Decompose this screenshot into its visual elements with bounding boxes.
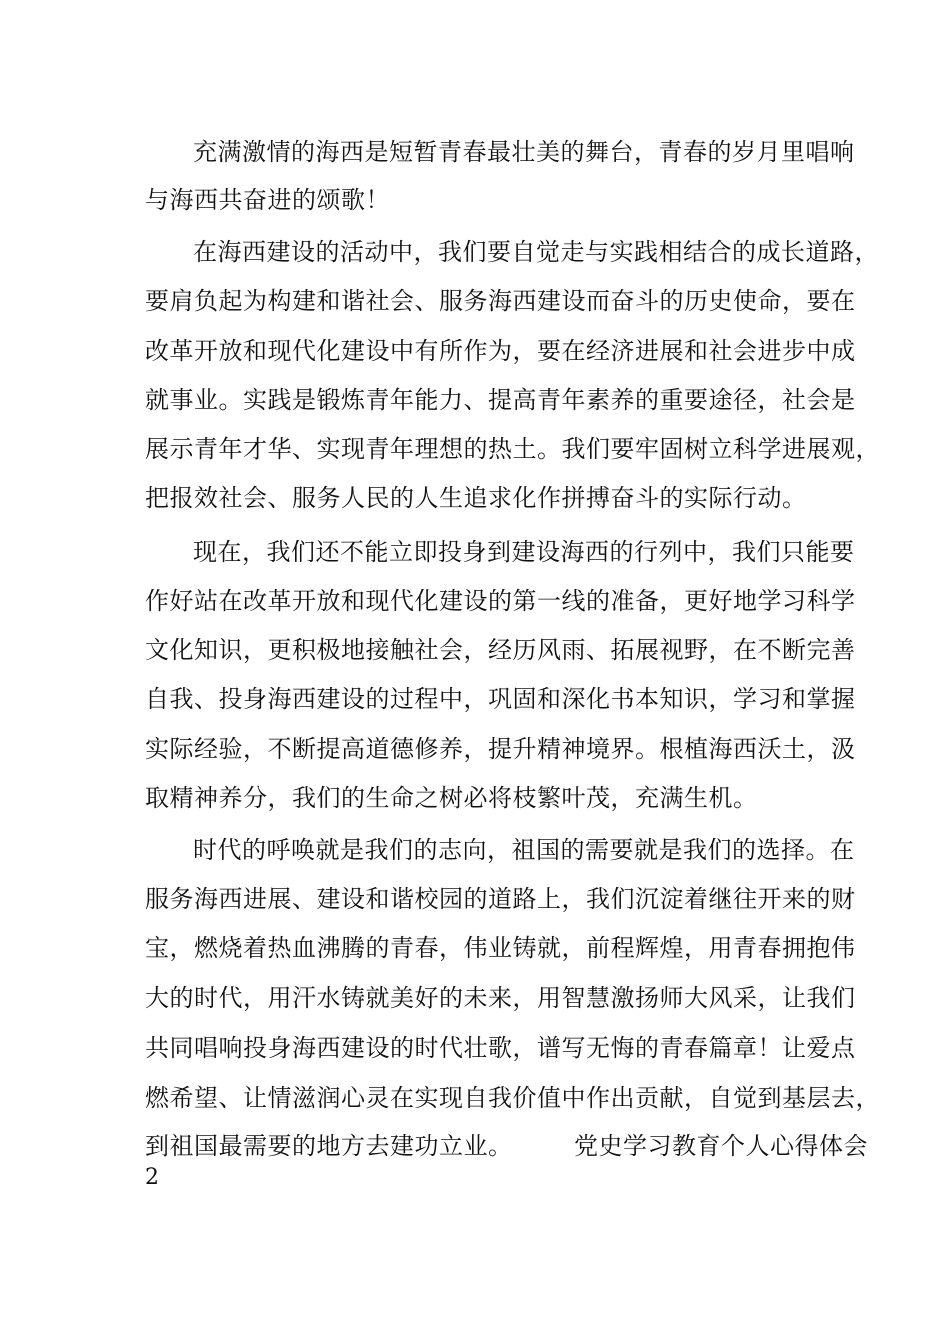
paragraph-3-line-3: 文化知识，更积极地接触社会，经历风雨、拓展视野，在不断完善: [145, 636, 856, 664]
paragraph-2-line-6: 把报效社会、服务人民的人生追求化作拼搏奋斗的实际行动。: [145, 484, 807, 512]
paragraph-4-line-3: 宝，燃烧着热血沸腾的青春，伟业铸就，前程辉煌，用青春拥抱伟: [145, 934, 856, 962]
paragraph-3-line-1: 现在，我们还不能立即投身到建设海西的行列中，我们只能要: [193, 538, 855, 566]
paragraph-3-line-6: 取精神养分，我们的生命之树必将枝繁叶茂，充满生机。: [145, 784, 758, 812]
paragraph-4-line-7: 到祖国最需要的地方去建功立业。 党史学习教育个人心得体会: [145, 1132, 868, 1160]
paragraph-2-line-2: 要肩负起为构建和谐社会、服务海西建设而奋斗的历史使命，要在: [145, 287, 856, 315]
paragraph-4-line-6: 燃希望、让情滋润心灵在实现自我价值中作出贡献，自觉到基层去，: [145, 1084, 880, 1112]
paragraph-1-line-2: 与海西共奋进的颂歌！: [145, 186, 390, 214]
paragraph-4-line-4: 大的时代，用汗水铸就美好的未来，用智慧激扬师大风采，让我们: [145, 984, 856, 1012]
paragraph-2-line-4: 就事业。实践是锻炼青年能力、提高青年素养的重要途径，社会是: [145, 386, 856, 414]
paragraph-2-line-3: 改革开放和现代化建设中有所作为，要在经济进展和社会进步中成: [145, 337, 856, 365]
page-number: 2: [145, 1165, 159, 1190]
paragraph-4-line-2: 服务海西进展、建设和谐校园的道路上，我们沉淀着继往开来的财: [145, 885, 856, 913]
paragraph-4-line-1: 时代的呼唤就是我们的志向，祖国的需要就是我们的选择。在: [193, 836, 855, 864]
paragraph-4-line-5: 共同唱响投身海西建设的时代壮歌，谱写无悔的青春篇章！让爱点: [145, 1034, 856, 1062]
paragraph-3-line-2: 作好站在改革开放和现代化建设的第一线的准备，更好地学习科学: [145, 587, 856, 615]
paragraph-2-line-1: 在海西建设的活动中，我们要自觉走与实践相结合的成长道路，: [193, 238, 879, 266]
paragraph-2-line-5: 展示青年才华、实现青年理想的热土。我们要牢固树立科学进展观，: [145, 435, 880, 463]
paragraph-1-line-1: 充满激情的海西是短暂青春最壮美的舞台，青春的岁月里唱响: [193, 138, 855, 166]
paragraph-3-line-5: 实际经验，不断提高道德修养，提升精神境界。根植海西沃土，汲: [145, 735, 856, 763]
paragraph-3-line-4: 自我、投身海西建设的过程中，巩固和深化书本知识，学习和掌握: [145, 685, 856, 713]
